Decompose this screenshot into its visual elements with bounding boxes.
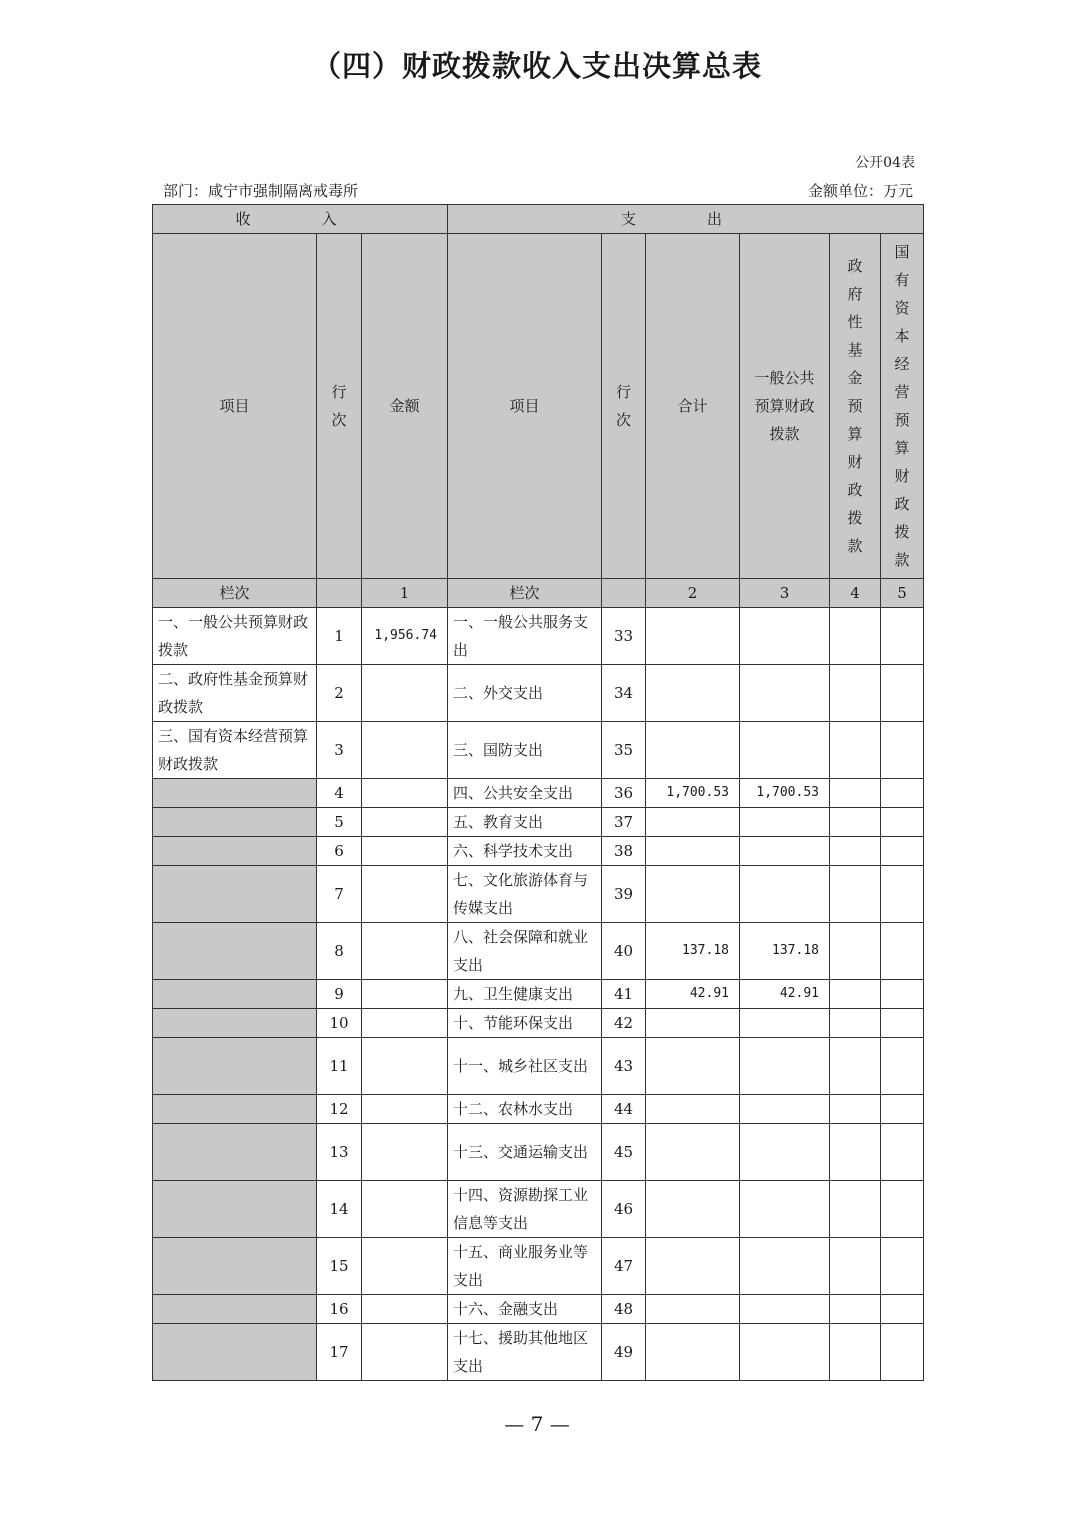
total-cell (646, 837, 740, 866)
expense-line-cell: 49 (602, 1324, 646, 1381)
expense-item-cell: 六、科学技术支出 (448, 837, 602, 866)
general-budget-cell: 42.91 (740, 980, 830, 1009)
income-line-cell: 6 (317, 837, 362, 866)
table-row (153, 1124, 924, 1181)
state-capital-cell (881, 1124, 924, 1181)
income-amount-cell (362, 1324, 448, 1381)
table-row (153, 980, 924, 1009)
gov-fund-cell (830, 837, 881, 866)
general-budget-cell (740, 808, 830, 837)
table-row (153, 866, 924, 923)
income-item-cell (153, 808, 317, 837)
gov-fund-cell (830, 1038, 881, 1095)
expense-index-label: 栏次 (448, 579, 602, 608)
income-line-cell: 15 (317, 1238, 362, 1295)
expense-item-cell: 十六、金融支出 (448, 1295, 602, 1324)
state-capital-cell (881, 866, 924, 923)
state-capital-cell (881, 722, 924, 779)
general-budget-header: 一般公共预算财政拨款 (740, 234, 830, 579)
total-cell (646, 1181, 740, 1238)
income-line-cell: 16 (317, 1295, 362, 1324)
general-budget-cell (740, 1124, 830, 1181)
table-row (153, 1324, 924, 1381)
income-line-cell: 2 (317, 665, 362, 722)
expense-item-cell: 五、教育支出 (448, 808, 602, 837)
general-budget-cell (740, 722, 830, 779)
expense-item-cell: 四、公共安全支出 (448, 779, 602, 808)
state-capital-header: 国 有 资 本 经 营 预 算 财 政 拨 款 (881, 234, 924, 579)
income-item-header: 项目 (153, 234, 317, 579)
expense-line-cell: 35 (602, 722, 646, 779)
income-amount-cell (362, 1038, 448, 1095)
gov-fund-cell (830, 980, 881, 1009)
index-general: 3 (740, 579, 830, 608)
total-cell: 42.91 (646, 980, 740, 1009)
income-amount-cell (362, 1095, 448, 1124)
index-total: 2 (646, 579, 740, 608)
general-budget-cell: 1,700.53 (740, 779, 830, 808)
general-budget-cell (740, 1095, 830, 1124)
expense-item-cell: 十、节能环保支出 (448, 1009, 602, 1038)
general-budget-cell (740, 665, 830, 722)
unit-label: 金额单位：万元 (807, 182, 913, 200)
state-capital-cell (881, 1295, 924, 1324)
general-budget-cell: 137.18 (740, 923, 830, 980)
gov-fund-cell (830, 1324, 881, 1381)
expense-line-cell: 42 (602, 1009, 646, 1038)
income-item-cell (153, 1238, 317, 1295)
general-budget-cell (740, 1295, 830, 1324)
gov-fund-cell (830, 1095, 881, 1124)
total-cell (646, 1238, 740, 1295)
expense-item-cell: 二、外交支出 (448, 665, 602, 722)
state-capital-cell (881, 980, 924, 1009)
expense-line-cell: 40 (602, 923, 646, 980)
total-cell (646, 665, 740, 722)
general-budget-cell (740, 837, 830, 866)
income-item-cell: 二、政府性基金预算财政拨款 (153, 665, 317, 722)
expense-index-line (602, 579, 646, 608)
gov-fund-cell (830, 808, 881, 837)
income-amount-cell (362, 808, 448, 837)
table-row (153, 808, 924, 837)
expense-line-cell: 39 (602, 866, 646, 923)
income-item-cell (153, 1181, 317, 1238)
income-line-cell: 12 (317, 1095, 362, 1124)
income-line-cell: 11 (317, 1038, 362, 1095)
gov-fund-cell (830, 1295, 881, 1324)
income-index-label: 栏次 (153, 579, 317, 608)
table-row (153, 665, 924, 722)
gov-fund-cell (830, 608, 881, 665)
total-cell (646, 1124, 740, 1181)
table-row (153, 779, 924, 808)
gov-fund-cell (830, 779, 881, 808)
income-item-cell (153, 1295, 317, 1324)
expense-line-cell: 44 (602, 1095, 646, 1124)
income-item-cell (153, 1009, 317, 1038)
state-capital-cell (881, 608, 924, 665)
income-amount-cell (362, 1009, 448, 1038)
income-line-header: 行 次 (317, 234, 362, 579)
expense-item-cell: 十五、商业服务业等支出 (448, 1238, 602, 1295)
department-label: 部门：咸宁市强制隔离戒毒所 (163, 182, 359, 200)
state-capital-cell (881, 1181, 924, 1238)
total-cell (646, 808, 740, 837)
income-item-cell (153, 1038, 317, 1095)
income-amount-cell (362, 1124, 448, 1181)
expense-item-cell: 九、卫生健康支出 (448, 980, 602, 1009)
expense-item-cell: 十二、农林水支出 (448, 1095, 602, 1124)
total-cell (646, 1295, 740, 1324)
income-index-amount: 1 (362, 579, 448, 608)
expense-item-cell: 三、国防支出 (448, 722, 602, 779)
gov-fund-cell (830, 1238, 881, 1295)
total-cell (646, 1324, 740, 1381)
income-line-cell: 13 (317, 1124, 362, 1181)
general-budget-cell (740, 866, 830, 923)
gov-fund-cell (830, 722, 881, 779)
total-header: 合计 (646, 234, 740, 579)
table-row (153, 1009, 924, 1038)
expense-item-cell: 十四、资源勘探工业信息等支出 (448, 1181, 602, 1238)
state-capital-cell (881, 1238, 924, 1295)
total-cell (646, 608, 740, 665)
expense-line-cell: 43 (602, 1038, 646, 1095)
table-row (153, 722, 924, 779)
expense-item-cell: 八、社会保障和就业支出 (448, 923, 602, 980)
income-line-cell: 3 (317, 722, 362, 779)
income-item-cell (153, 923, 317, 980)
expense-line-cell: 36 (602, 779, 646, 808)
general-budget-cell (740, 1009, 830, 1038)
expense-line-cell: 34 (602, 665, 646, 722)
income-amount-cell (362, 1181, 448, 1238)
income-line-cell: 5 (317, 808, 362, 837)
index-state-capital: 5 (881, 579, 924, 608)
expense-item-cell: 十三、交通运输支出 (448, 1124, 602, 1181)
gov-fund-cell (830, 1009, 881, 1038)
income-amount-cell (362, 866, 448, 923)
table-row (153, 1038, 924, 1095)
income-item-cell (153, 980, 317, 1009)
total-cell (646, 866, 740, 923)
table-row (153, 923, 924, 980)
table-row (153, 1181, 924, 1238)
income-amount-cell (362, 837, 448, 866)
expense-line-cell: 41 (602, 980, 646, 1009)
general-budget-cell (740, 1238, 830, 1295)
form-id: 公开04表 (855, 155, 915, 171)
table-row (153, 1095, 924, 1124)
expense-line-cell: 38 (602, 837, 646, 866)
table-row (153, 1295, 924, 1324)
state-capital-cell (881, 1095, 924, 1124)
total-cell (646, 1038, 740, 1095)
income-item-cell (153, 779, 317, 808)
state-capital-cell (881, 1038, 924, 1095)
income-amount-cell (362, 1238, 448, 1295)
state-capital-cell (881, 665, 924, 722)
income-item-cell (153, 1124, 317, 1181)
expense-item-header: 项目 (448, 234, 602, 579)
page-title: （四）财政拨款收入支出决算总表 (311, 49, 762, 83)
expense-item-cell: 十七、援助其他地区支出 (448, 1324, 602, 1381)
expense-item-cell: 七、文化旅游体育与传媒支出 (448, 866, 602, 923)
expense-line-cell: 33 (602, 608, 646, 665)
expense-line-cell: 47 (602, 1238, 646, 1295)
total-cell: 1,700.53 (646, 779, 740, 808)
income-amount-header: 金额 (362, 234, 448, 579)
total-cell (646, 1009, 740, 1038)
income-line-cell: 1 (317, 608, 362, 665)
page-number: — 7 — (504, 1412, 570, 1436)
table-row (153, 1238, 924, 1295)
expense-line-cell: 46 (602, 1181, 646, 1238)
total-cell: 137.18 (646, 923, 740, 980)
gov-fund-cell (830, 665, 881, 722)
income-line-cell: 7 (317, 866, 362, 923)
income-item-cell: 三、国有资本经营预算财政拨款 (153, 722, 317, 779)
index-gov-fund: 4 (830, 579, 881, 608)
income-amount-cell: 1,956.74 (362, 608, 448, 665)
income-item-cell (153, 1095, 317, 1124)
income-amount-cell (362, 980, 448, 1009)
income-line-cell: 9 (317, 980, 362, 1009)
expense-line-header: 行 次 (602, 234, 646, 579)
income-index-line (317, 579, 362, 608)
state-capital-cell (881, 779, 924, 808)
income-line-cell: 17 (317, 1324, 362, 1381)
expense-item-cell: 十一、城乡社区支出 (448, 1038, 602, 1095)
total-cell (646, 1095, 740, 1124)
table-row (153, 837, 924, 866)
gov-fund-cell (830, 1181, 881, 1238)
income-line-cell: 14 (317, 1181, 362, 1238)
income-item-cell (153, 1324, 317, 1381)
state-capital-cell (881, 923, 924, 980)
state-capital-cell (881, 1324, 924, 1381)
income-line-cell: 4 (317, 779, 362, 808)
income-amount-cell (362, 779, 448, 808)
gov-fund-header: 政 府 性 基 金 预 算 财 政 拨 款 (830, 234, 881, 579)
income-amount-cell (362, 665, 448, 722)
state-capital-cell (881, 1009, 924, 1038)
income-amount-cell (362, 722, 448, 779)
income-item-cell: 一、一般公共预算财政拨款 (153, 608, 317, 665)
general-budget-cell (740, 1038, 830, 1095)
general-budget-cell (740, 1324, 830, 1381)
state-capital-cell (881, 808, 924, 837)
gov-fund-cell (830, 1124, 881, 1181)
income-line-cell: 10 (317, 1009, 362, 1038)
general-budget-cell (740, 608, 830, 665)
expense-line-cell: 37 (602, 808, 646, 837)
income-item-cell (153, 837, 317, 866)
total-cell (646, 722, 740, 779)
income-line-cell: 8 (317, 923, 362, 980)
gov-fund-cell (830, 866, 881, 923)
income-group-header: 收 入 (153, 205, 448, 234)
expense-line-cell: 48 (602, 1295, 646, 1324)
budget-table (152, 204, 924, 1381)
state-capital-cell (881, 837, 924, 866)
table-row (153, 608, 924, 665)
income-amount-cell (362, 1295, 448, 1324)
income-amount-cell (362, 923, 448, 980)
expense-item-cell: 一、一般公共服务支出 (448, 608, 602, 665)
income-item-cell (153, 866, 317, 923)
expense-group-header: 支 出 (448, 205, 924, 234)
gov-fund-cell (830, 923, 881, 980)
general-budget-cell (740, 1181, 830, 1238)
expense-line-cell: 45 (602, 1124, 646, 1181)
